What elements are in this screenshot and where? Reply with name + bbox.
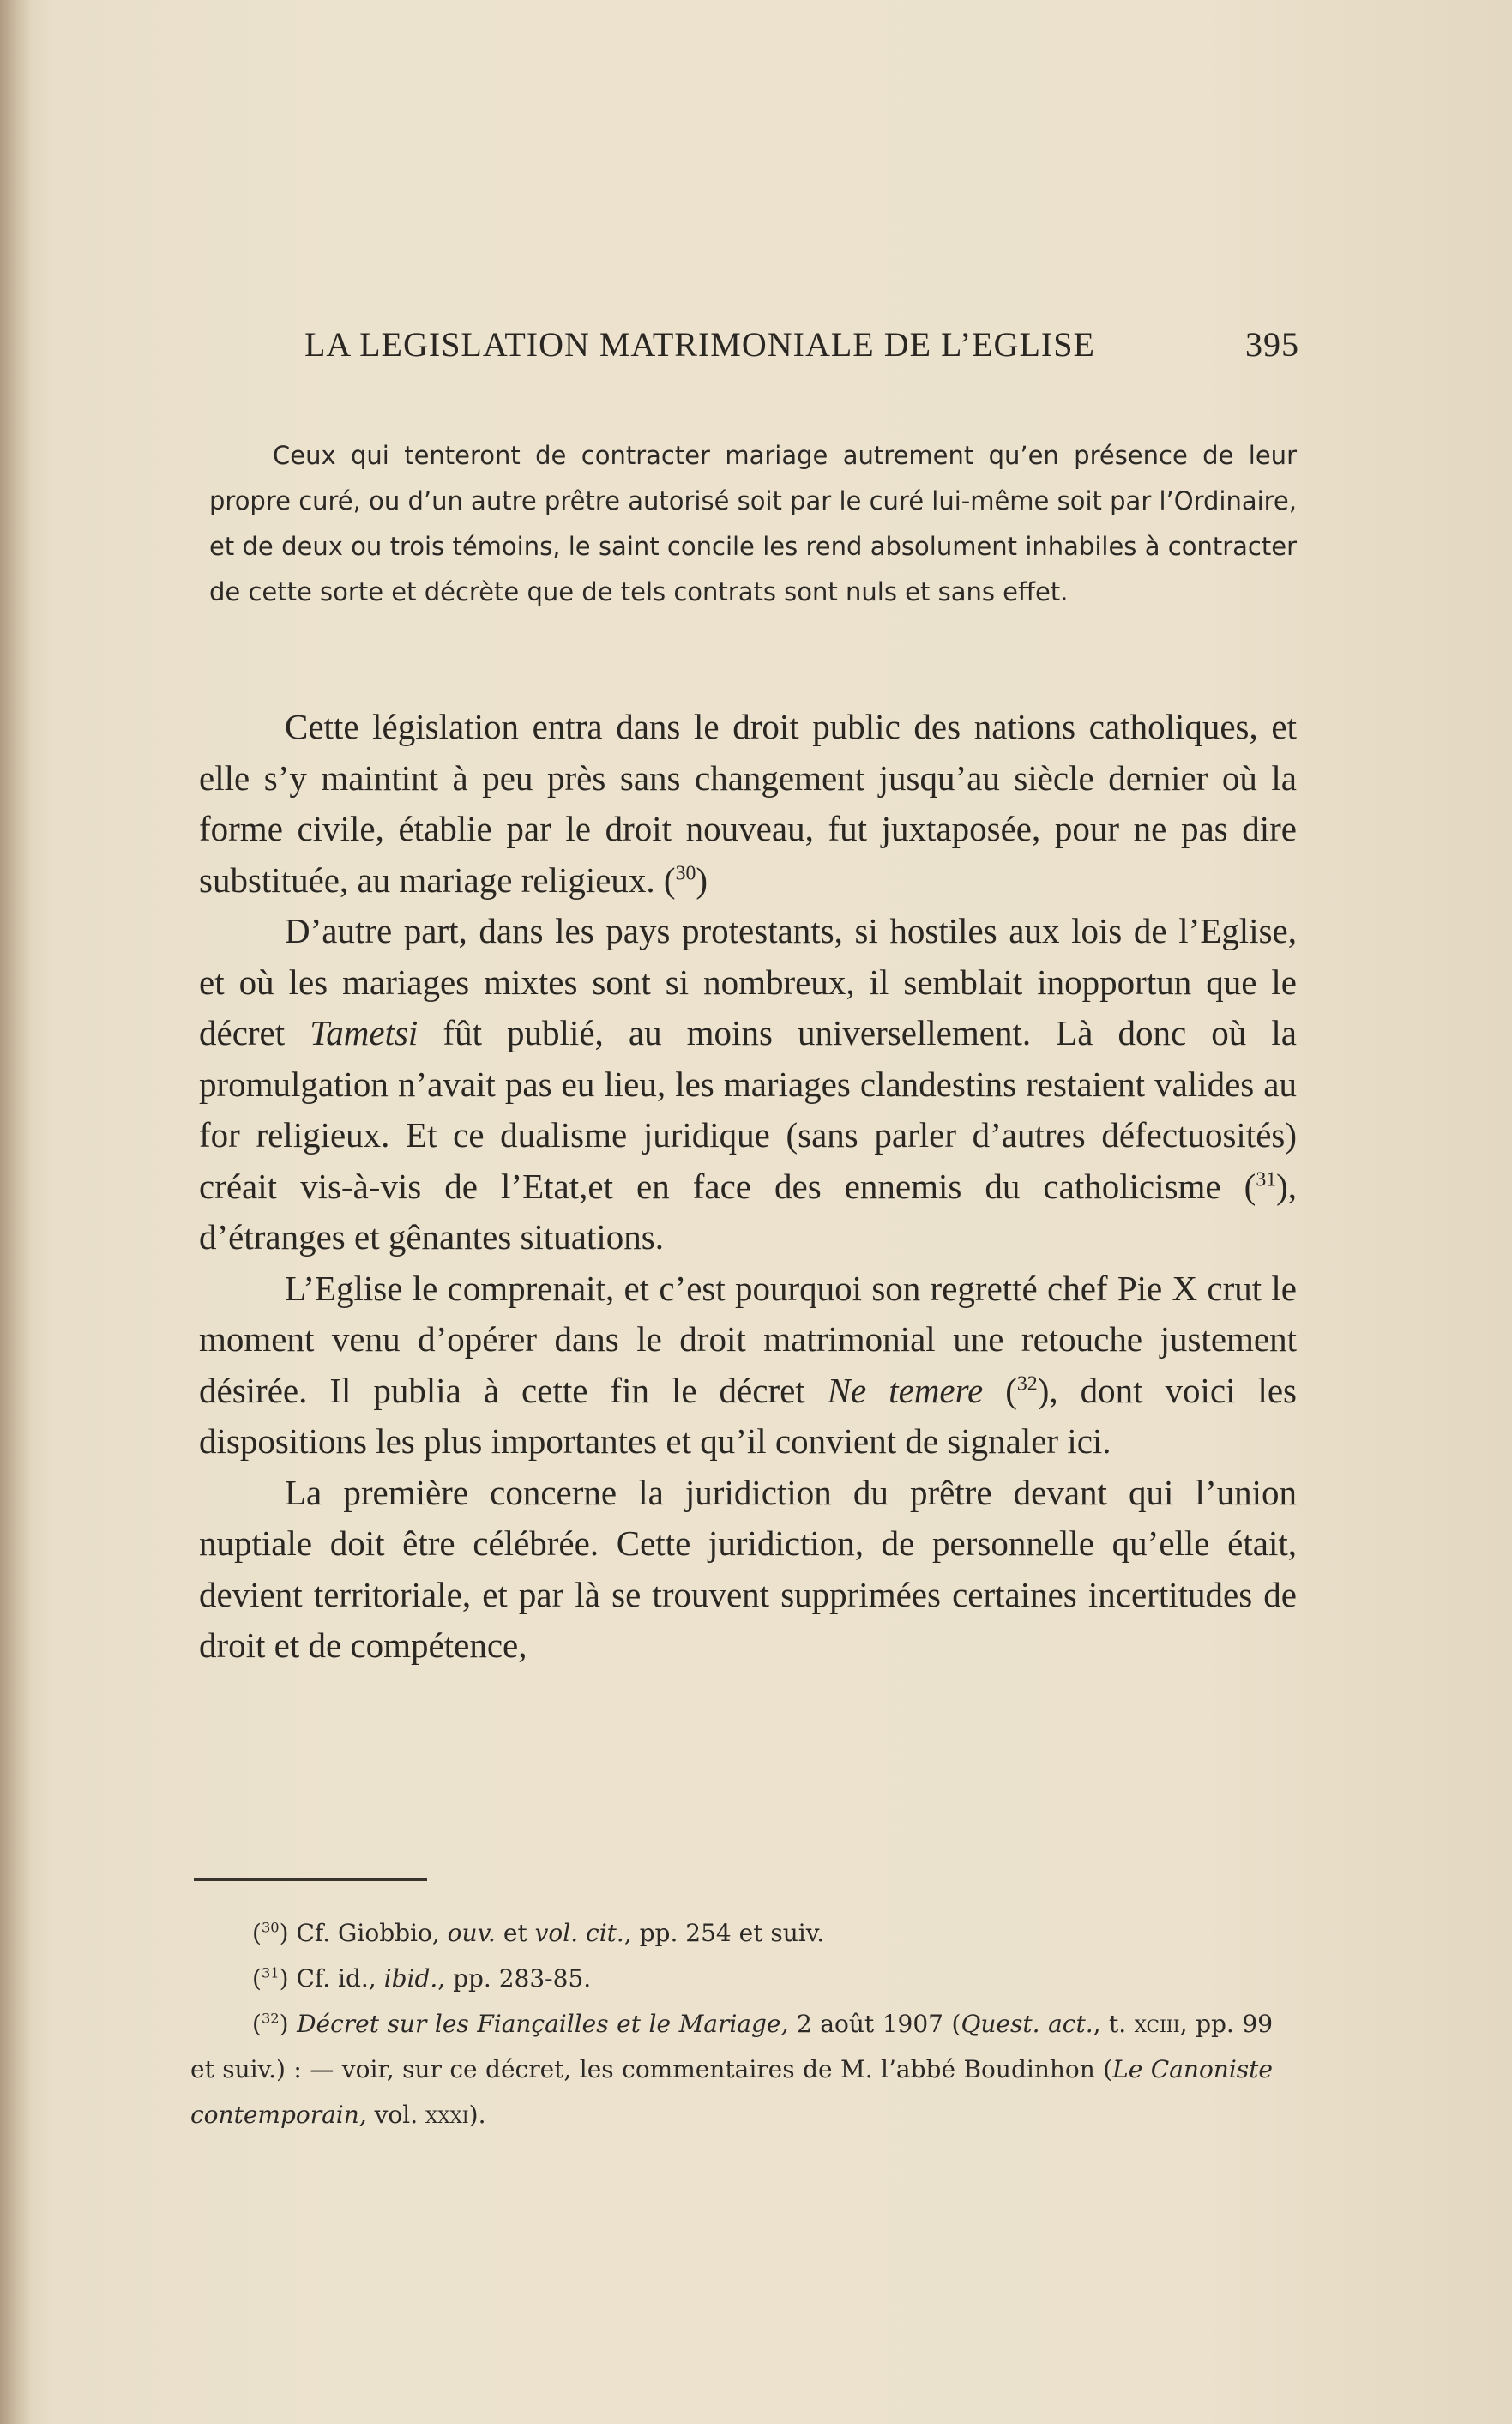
- running-head: [304, 324, 1299, 371]
- decree-name-tametsi: Tametsi: [310, 1013, 419, 1052]
- page-number: 395: [1245, 325, 1299, 364]
- quoted-decree-text: Ceux qui tenteront de contracter mariage autrement qu’en présence de leur propre curé, ou d’un autre prêtre autorisé soit par le curé lui-même soit par l’Ordinaire, et de deux ou trois témoins, le saint concile les rend absolument inhabiles à contracter de cette sorte et décrète que de tels contrats sont nuls et sans effet.: [209, 441, 1297, 606]
- decree-name-ne-temere: Ne temere: [827, 1370, 984, 1410]
- footnote-mark-32: 32: [261, 2010, 280, 2027]
- footnote-separator-rule: [194, 1878, 427, 1881]
- footnote-31: ($^{31}$) Cf. id., ibid., pp. 283-85.: [252, 1964, 592, 1993]
- footnote-mark-30: 30: [261, 1919, 280, 1936]
- main-text: [199, 702, 1297, 1672]
- paragraph-2: D’autre part, dans les pays protestants, si hostiles aux lois de l’Eglise, et où les mariages mixtes sont si nombreux, il semblait inopportun que le décret Tametsi fût publié, au moins universellement. Là donc où la promulgation n’avait pas eu lieu, les mariages clandestins restaient valides au for religieux. Et ce dualisme juridique (sans parler d’autres défectuosités) créait vis-à-vis de l’Etat,et en face des ennemis du catholicisme ($^{31}$), d’étranges et gênantes situations.: [199, 911, 1297, 1257]
- footnote-30: ($^{30}$) Cf. Giobbio, ouv. et vol. cit., pp. 254 et suiv.: [252, 1919, 825, 1947]
- footnote-ref-31: 31: [1256, 1167, 1277, 1191]
- paragraph-1: Cette législation entra dans le droit public des nations catholiques, et elle s’y maintint à peu près sans changement jusqu’au siècle dernier où la forme civile, établie par le droit nouveau, fut juxtaposée, pour ne pas dire substituée, au mariage religieux. ($^{30}$): [199, 707, 1297, 900]
- running-head-title: LA LEGISLATION MATRIMONIALE DE L’EGLISE: [304, 325, 1095, 364]
- page-gutter-shadow: [0, 0, 31, 2424]
- footnote-mark-31: 31: [261, 1964, 280, 1981]
- footnote-ref-32: 32: [1016, 1372, 1038, 1395]
- footnote-ref-30: 30: [675, 861, 696, 884]
- paragraph-3: L’Eglise le comprenait, et c’est pourquoi son regretté chef Pie X crut le moment venu d’opérer dans le droit matrimonial une retouche justement désirée. Il publia à cette fin le décret Ne temere ($^{32}$), dont voici les dispositions les plus importantes et qu’il convient de signaler ici.: [199, 1268, 1297, 1461]
- footnotes: [190, 1910, 1273, 2138]
- paragraph-4: La première concerne la juridiction du prêtre devant qui l’union nuptiale doit être célébrée. Cette juridiction, de personnelle qu’elle était, devient territoriale, et par là se trouvent supprimées certaines incertitudes de droit et de compétence,: [199, 1472, 1297, 1665]
- footnote-32: ($^{32}$) Décret sur les Fiançailles et le Mariage, 2 août 1907 (Quest. act., t. xciii, pp. 99 et suiv.) : — voir, sur ce décret, les commentaires de M. l’abbé Boudinhon (Le Canoniste contemporain, vol. xxxi).: [190, 2010, 1274, 2129]
